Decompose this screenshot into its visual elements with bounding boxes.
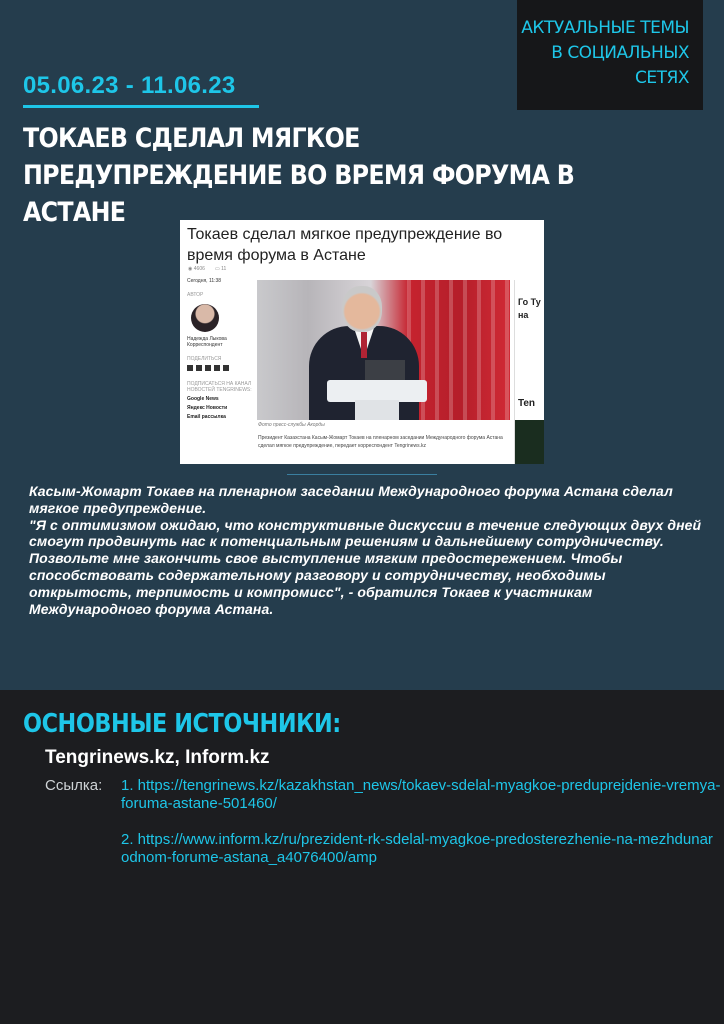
topic-badge — [517, 0, 703, 110]
share-label: ПОДЕЛИТЬСЯ — [187, 356, 222, 362]
author-name: Надежда Лыкова — [187, 336, 227, 342]
quote-text: Касым-Жомарт Токаев на пленарном заседании Международного форума Астана сделал мягкое предупреждение. "Я с оптимизмом ожидаю, что конструктивные дискуссии в течение следующих двух дней смогут продвинуть нас к потенциальным решениям и дальнейшему сотрудничеству. Позвольте мне закончить свое выступление мягким предостережением. Чтобы способствовать содержательному разговору и сотрудничеству, необходимы открытость, терпимость и компромисс", - обратился Токаев к участникам Международного форума Астана. — [29, 483, 702, 617]
photo-caption: Фото пресс-службы Акорды — [258, 422, 325, 428]
share-icon — [205, 365, 211, 371]
screenshot-title: Токаев сделал мягкое предупреждение во время форума в Астане — [187, 226, 503, 264]
link-label: Ссылка: — [45, 777, 103, 794]
views-count: 4606 — [193, 266, 205, 272]
share-icon — [223, 365, 229, 371]
subscribe-link: Email рассылка — [187, 414, 226, 420]
date-underline — [23, 105, 259, 108]
page-title: ТОКАЕВ СДЕЛАЛ МЯГКОЕ ПРЕДУПРЕЖДЕНИЕ ВО ВРЕМЯ ФОРУМА В АСТАНЕ — [23, 123, 575, 228]
subscribe-link: Яндекс Новости — [187, 405, 228, 411]
badge-line-3: СЕТЯХ — [635, 68, 689, 88]
share-icon — [187, 365, 193, 371]
author-role: Корреспондент — [187, 342, 223, 348]
avatar — [191, 304, 219, 332]
comments-count: 11 — [221, 266, 227, 272]
screenshot-comments: ▭ 11 — [215, 266, 227, 272]
badge-line-1: АКТУАЛЬНЫЕ ТЕМЫ — [521, 18, 689, 38]
subscribe-link: Google News — [187, 396, 219, 402]
separator — [287, 474, 437, 475]
screenshot-right-column — [514, 280, 544, 464]
photo-text: Президент Казахстана Касым-Жомарт Токаев на пленарном заседании Международного форума Астана сделал мягкое предупреждение, передает корреспондент Tengrinews.kz — [258, 435, 503, 449]
subscribe-label: ПОДПИСАТЬСЯ НА КАНАЛ НОВОСТЕЙ TENGRINEWS: — [187, 381, 252, 393]
sources-title: ОСНОВНЫЕ ИСТОЧНИКИ: — [23, 709, 341, 739]
share-icons — [187, 365, 255, 373]
date-range: 05.06.23 - 11.06.23 — [23, 72, 236, 99]
article-screenshot — [180, 220, 544, 464]
source-link[interactable]: 1. https://tengrinews.kz/kazakhstan_news/tokaev-sdelal-myagkoe-preduprejdenie-vremya-foruma-astane-501460/ — [121, 777, 721, 812]
share-icon — [214, 365, 220, 371]
sources-names: Tengrinews.kz, Inform.kz — [45, 747, 270, 768]
links-list — [121, 777, 721, 885]
screenshot-time: Сегодня, 11:38 — [187, 278, 222, 284]
screenshot-views: ◉ 4606 — [188, 266, 205, 272]
article-photo — [257, 280, 510, 420]
right-brand: Ten — [518, 398, 536, 409]
share-icon — [196, 365, 202, 371]
badge-line-2: В СОЦИАЛЬНЫХ — [551, 43, 689, 63]
source-link[interactable]: 2. https://www.inform.kz/ru/prezident-rk-sdelal-myagkoe-predosterezhenie-na-mezhdunarodnom-forume-astana_a4076400/amp — [121, 831, 713, 866]
author-label: АВТОР — [187, 292, 204, 298]
right-teaser: Го Ту на — [518, 297, 541, 320]
screenshot-sidebar — [187, 278, 255, 420]
